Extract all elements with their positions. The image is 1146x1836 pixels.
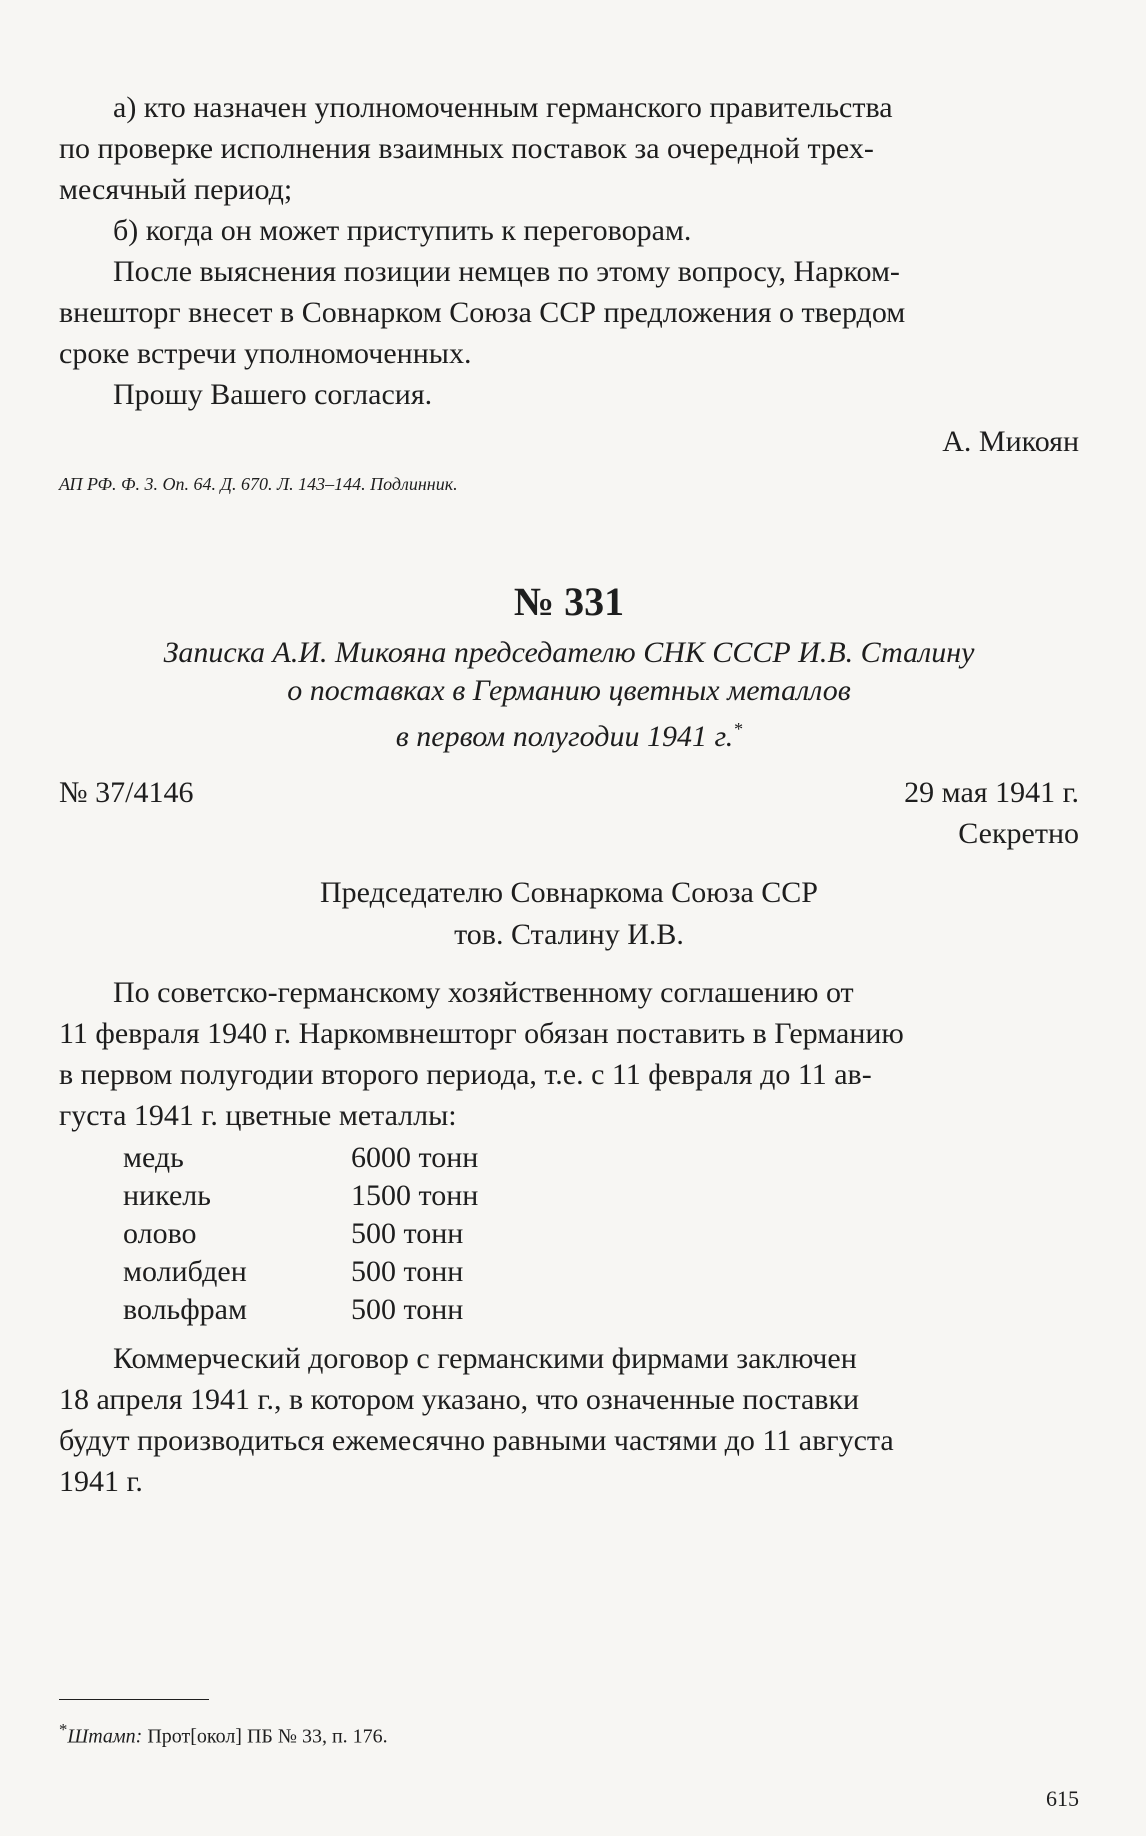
footnote	[59, 1720, 1079, 1749]
document-date: 29 мая 1941 г.	[904, 776, 1079, 809]
table-row: вольфрам 500 тонн	[123, 1293, 464, 1326]
reference-number: № 37/4146	[59, 776, 194, 809]
classification-mark: Секретно	[958, 817, 1079, 850]
table-row: олово 500 тонн	[123, 1217, 464, 1250]
footnote-label: Штамп:	[67, 1725, 143, 1748]
metals-table	[123, 1141, 478, 1331]
document-number: № 331	[513, 579, 625, 624]
contract-paragraph: Коммерческий договор с германскими фирмами заключен 18 апреля 1941 г., в котором указано, что означенные поставки будут производиться ежемесячно равными частями до 11 августа 1941 г.	[59, 1342, 894, 1498]
item-b: б) когда он может приступить к переговорам.	[113, 214, 692, 247]
item-a: а) кто назначен уполномоченным германского правительства по проверке исполнения взаимных поставок за очередной трех- месячный период;	[59, 91, 893, 206]
reference-row	[59, 776, 1079, 810]
position-paragraph: После выяснения позиции немцев по этому вопросу, Нарком- внешторг внесет в Совнарком Союза ССР предложения о твердом сроке встречи уполномоченных.	[59, 255, 906, 370]
table-row: молибден 500 тонн	[123, 1255, 464, 1288]
page-number: 615	[1046, 1786, 1079, 1811]
addressee: Председателю Совнаркома Союза ССР тов. Сталину И.В.	[320, 876, 818, 951]
footnote-marker: *	[59, 1720, 68, 1739]
table-row: медь 6000 тонн	[123, 1141, 479, 1174]
footnote-divider	[59, 1699, 209, 1700]
table-row: никель 1500 тонн	[123, 1179, 479, 1212]
request-line: Прошу Вашего согласия.	[113, 378, 433, 411]
title-footnote-marker: *	[733, 719, 743, 739]
agreement-paragraph: По советско-германскому хозяйственному соглашению от 11 февраля 1940 г. Наркомвнешторг обязан поставить в Германию в первом полугодии второго периода, т.е. с 11 февраля до 11 ав- густа 1941 г. цветные металлы:	[59, 976, 904, 1132]
archive-source: АП РФ. Ф. 3. Оп. 64. Д. 670. Л. 143–144. Подлинник.	[59, 474, 458, 494]
document-title: Записка А.И. Микояна председателю СНК СССР И.В. Сталину о поставках в Германию цветных металлов в первом полугодии 1941 г.*	[163, 636, 975, 753]
footnote-text: Прот[окол] ПБ № 33, п. 176.	[147, 1725, 388, 1748]
signature: А. Микоян	[942, 425, 1079, 458]
